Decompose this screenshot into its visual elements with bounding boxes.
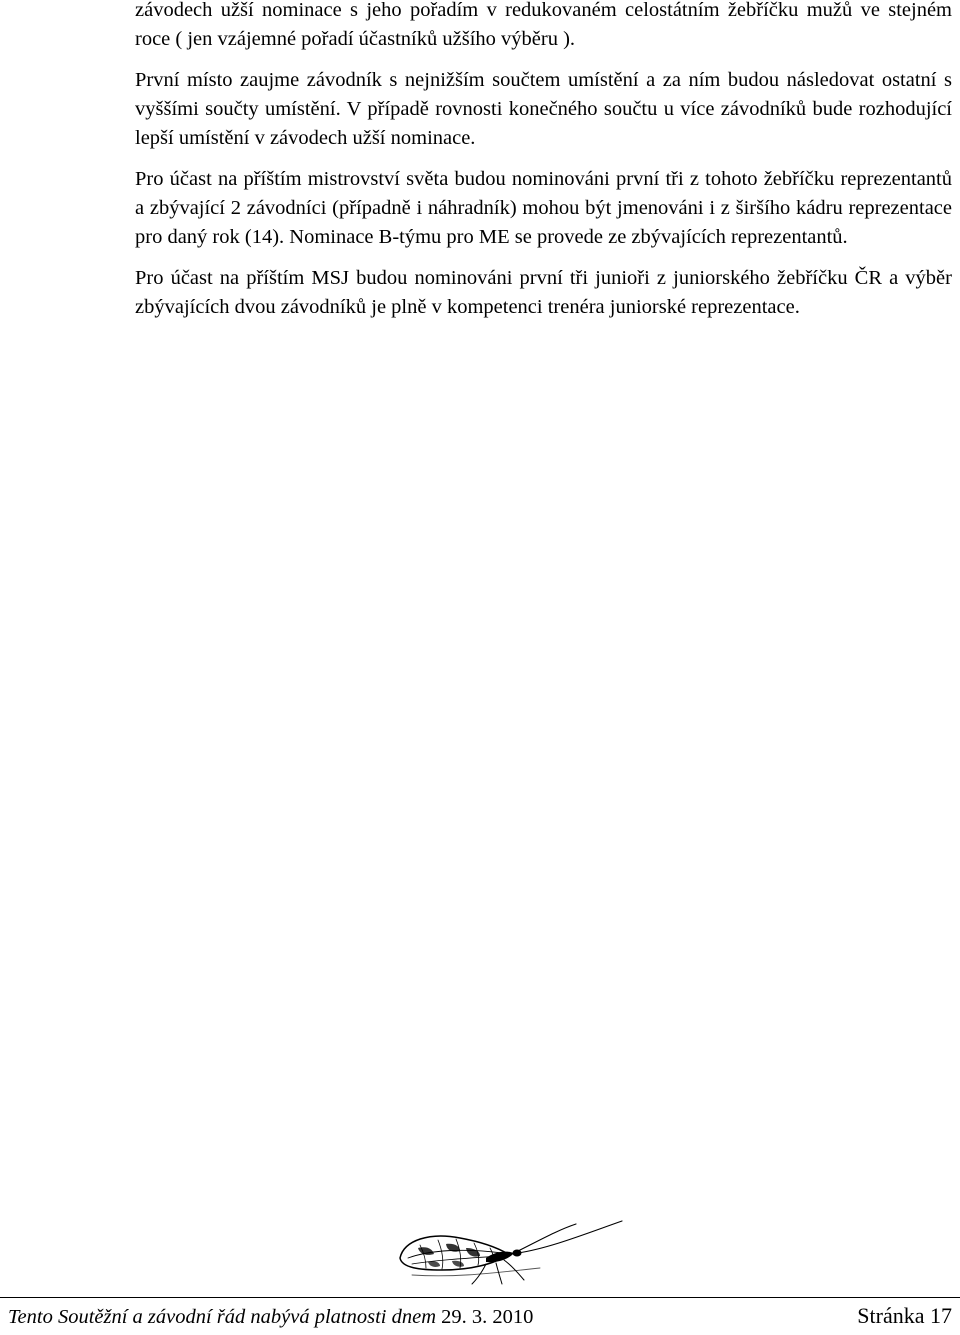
footer-text: Tento Soutěžní a závodní řád nabývá platnosti dnem [8, 1306, 437, 1328]
paragraph-ranking-rule: První místo zaujme závodník s nejnižším součtem umístění a za ním budou následovat ostatní s vyššími součty umístění. V případě rovnosti konečného součtu u více závodníků bude rozhodující lepší umístění v závodech užší nominace. [135, 69, 952, 149]
page-body [135, 0, 952, 334]
paragraph-world-championship: Pro účast na příštím mistrovství světa budou nominováni první tři z tohoto žebříčku reprezentantů a zbývající 2 závodníci (případně i náhradník) mohou být jmenováni i z širšího kádru reprezentace pro daný rok (14). Nominace B-týmu pro ME se provede ze zbývajících reprezentantů. [135, 168, 952, 248]
page-number: Stránka 17 [857, 1303, 952, 1328]
footer-validity-note [8, 1306, 533, 1329]
paragraph-continuation: závodech užší nominace s jeho pořadím v redukovaném celostátním žebříčku mužů ve stejném roce ( jen vzájemné pořadí účastníků užšího výběru ). [135, 0, 952, 50]
page-footer [0, 1297, 960, 1328]
paragraph-junior-championship: Pro účast na příštím MSJ budou nominováni první tři junioři z juniorského žebříčku ČR a výběr zbývajících dvou závodníků je plně v kompetenci trenéra juniorské reprezentace. [135, 267, 952, 318]
fly-icon [390, 1218, 630, 1288]
footer-date: 29. 3. 2010 [441, 1306, 534, 1328]
